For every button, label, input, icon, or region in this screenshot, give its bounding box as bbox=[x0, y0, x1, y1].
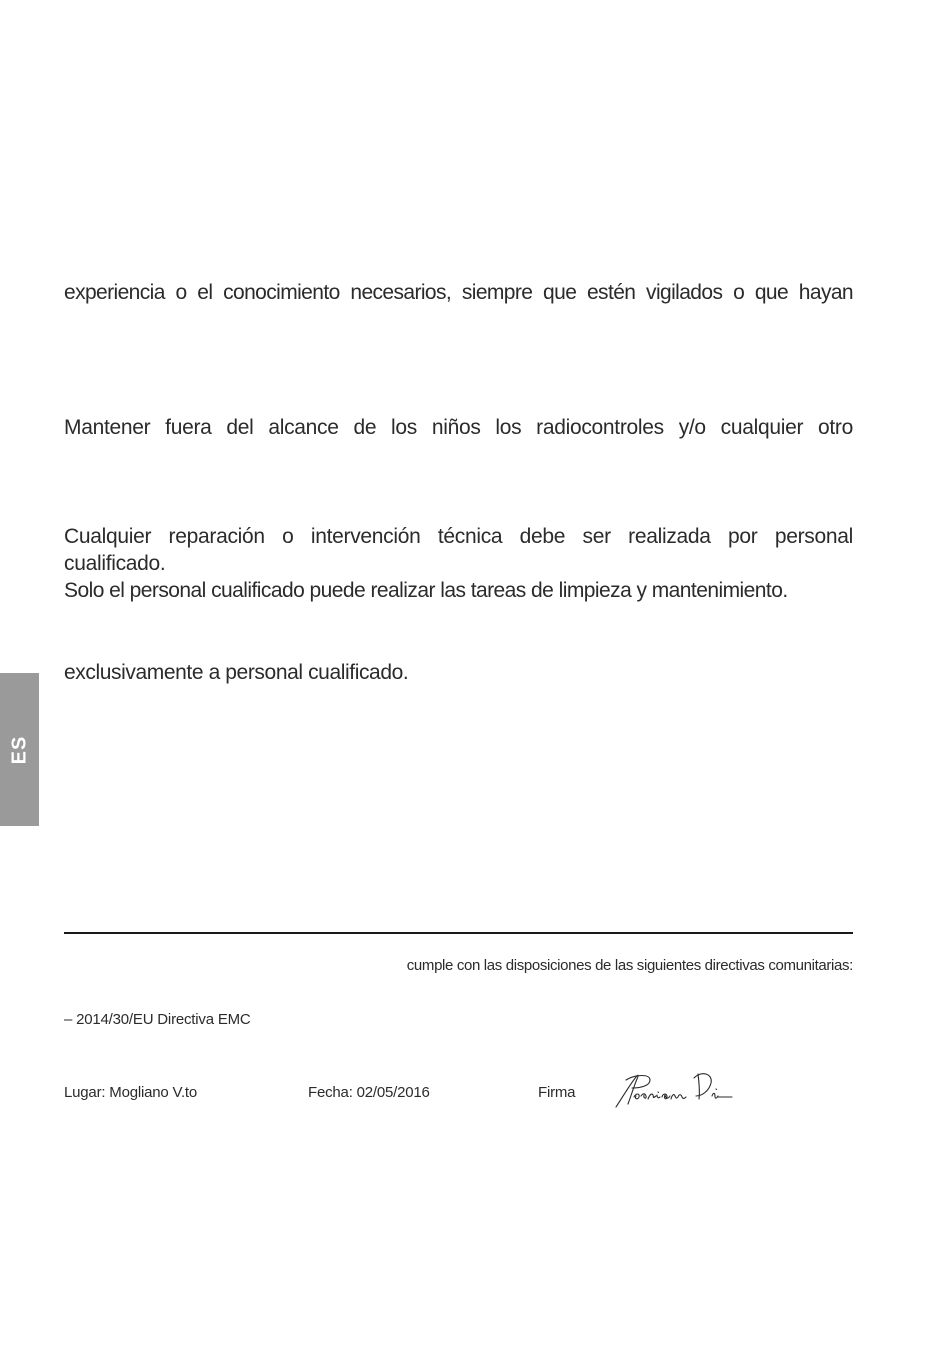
paragraph-qualified-personnel: exclusivamente a personal cualificado. bbox=[64, 661, 409, 684]
paragraph-children-warning: Mantener fuera del alcance de los niños los radiocontroles y/o cualquier otro bbox=[64, 416, 853, 439]
date-field: Fecha: 02/05/2016 bbox=[308, 1084, 430, 1101]
place-field: Lugar: Mogliano V.to bbox=[64, 1084, 198, 1101]
language-side-tab bbox=[0, 673, 39, 826]
signature-label: Firma bbox=[538, 1084, 576, 1101]
paragraph-experience: experiencia o el conocimiento necesarios, siempre que estén vigilados o que hayan bbox=[64, 281, 853, 304]
paragraph-repair-line-1: Cualquier reparación o intervención técnica debe ser realizada por personal bbox=[64, 525, 853, 548]
handwritten-signature bbox=[612, 1066, 737, 1112]
paragraph-cleaning-maintenance: Solo el personal cualificado puede realizar las tareas de limpieza y mantenimiento. bbox=[64, 579, 788, 602]
compliance-statement: cumple con las disposiciones de las siguientes directivas comunitarias: bbox=[406, 957, 853, 974]
section-divider bbox=[64, 932, 853, 934]
language-tab-label: ES bbox=[8, 735, 30, 764]
paragraph-repair-line-2: cualificado. bbox=[64, 552, 166, 575]
directive-reference: – 2014/30/EU Directiva EMC bbox=[64, 1011, 251, 1028]
